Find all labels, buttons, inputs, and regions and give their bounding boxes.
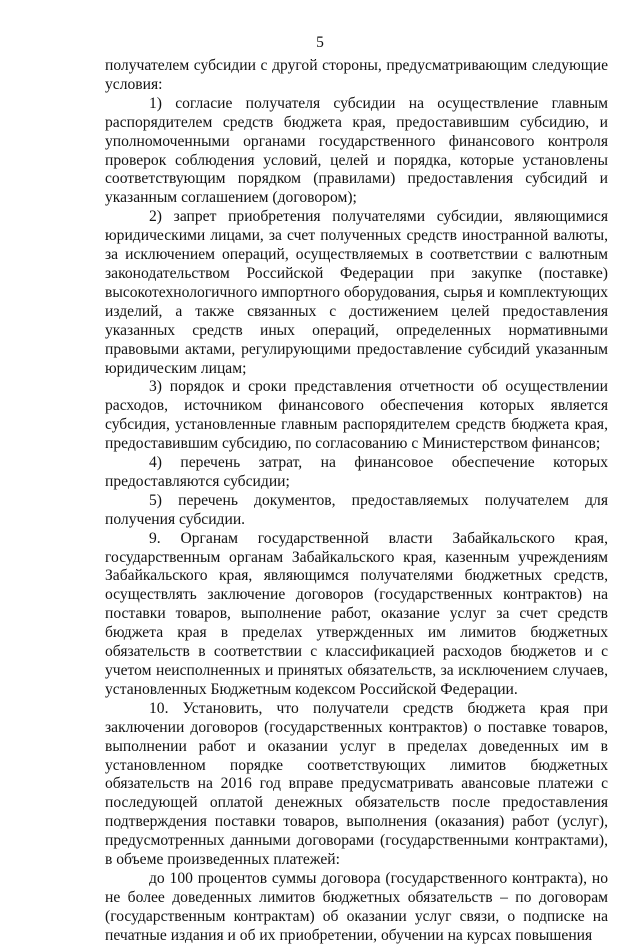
paragraph-intro: получателем субсидии с другой стороны, предусматривающим следующие условия: xyxy=(105,57,608,93)
paragraph-advance-100: до 100 процентов суммы договора (государственного контракта), но не более доведенных лимитов бюджетных обязательств – по договорам (государственным контрактам) об оказании услуг связи, о подписке на печатные издания и об их приобретении, обучении на курсах повышения xyxy=(105,869,608,944)
paragraph-item-4: 4) перечень затрат, на финансовое обеспечение которых предоставляются субсидии; xyxy=(105,454,608,490)
paragraph-item-3: 3) порядок и сроки представления отчетности об осуществлении расходов, источником финансового обеспечения которых является субсидия, установленные главным распорядителем средств бюджета края, предоставившим субсидию, по согласованию с Министерством финансов; xyxy=(105,378,608,453)
paragraph-item-2: 2) запрет приобретения получателями субсидии, являющимися юридическими лицами, за счет полученных средств иностранной валюты, за исключением операций, осуществляемых в соответствии с валютным законодательством Российской Федерации при закупке (поставке) высокотехнологичного импортного оборудования, сырья и комплектующих изделий, а также связанных с достижением целей предоставления указанных средств иных операций, определенных нормативными правовыми актами, регулирующими предоставление субсидий указанным юридическим лицам; xyxy=(105,208,608,377)
paragraph-clause-9: 9. Органам государственной власти Забайкальского края, государственным органам Забайкальского края, казенным учреждениям Забайкальского края, являющимся получателями бюджетных средств, осуществлять заключение договоров (государственных контрактов) на поставки товаров, выполнение работ, оказание услуг за счет средств бюджета края в пределах утвержденных им лимитов бюджетных обязательств в соответствии с классификацией расходов бюджетов и с учетом неисполненных и принятых обязательств, за исключением случаев, установленных Бюджетным кодексом Российской Федерации. xyxy=(105,529,608,698)
paragraph-item-5: 5) перечень документов, предоставляемых получателем для получения субсидии. xyxy=(105,491,608,528)
paragraph-clause-10: 10. Установить, что получатели средств бюджета края при заключении договоров (государственных контрактов) о поставке товаров, выполнении работ и оказании услуг в пределах доведенных им в установленном порядке соответствующих лимитов бюджетных обязательств на 2016 год вправе предусматривать авансовые платежи с последующей оплатой денежных обязательств после предоставления подтверждения поставки товаров, выполнения (оказания) работ (услуг), предусмотренных данными договорами (государственными контрактами), в объеме произведенных платежей: xyxy=(105,699,608,869)
paragraph-item-1: 1) согласие получателя субсидии на осуществление главным распорядителем средств бюджета края, предоставившим субсидию, и уполномоченными органами государственного финансового контроля проверок соблюдения условий, целей и порядка, которые установлены соответствующим порядком (правилами) предоставления субсидий и указанным соглашением (договором); xyxy=(105,94,608,207)
document-body xyxy=(105,57,608,946)
page-number: 5 xyxy=(316,34,324,51)
